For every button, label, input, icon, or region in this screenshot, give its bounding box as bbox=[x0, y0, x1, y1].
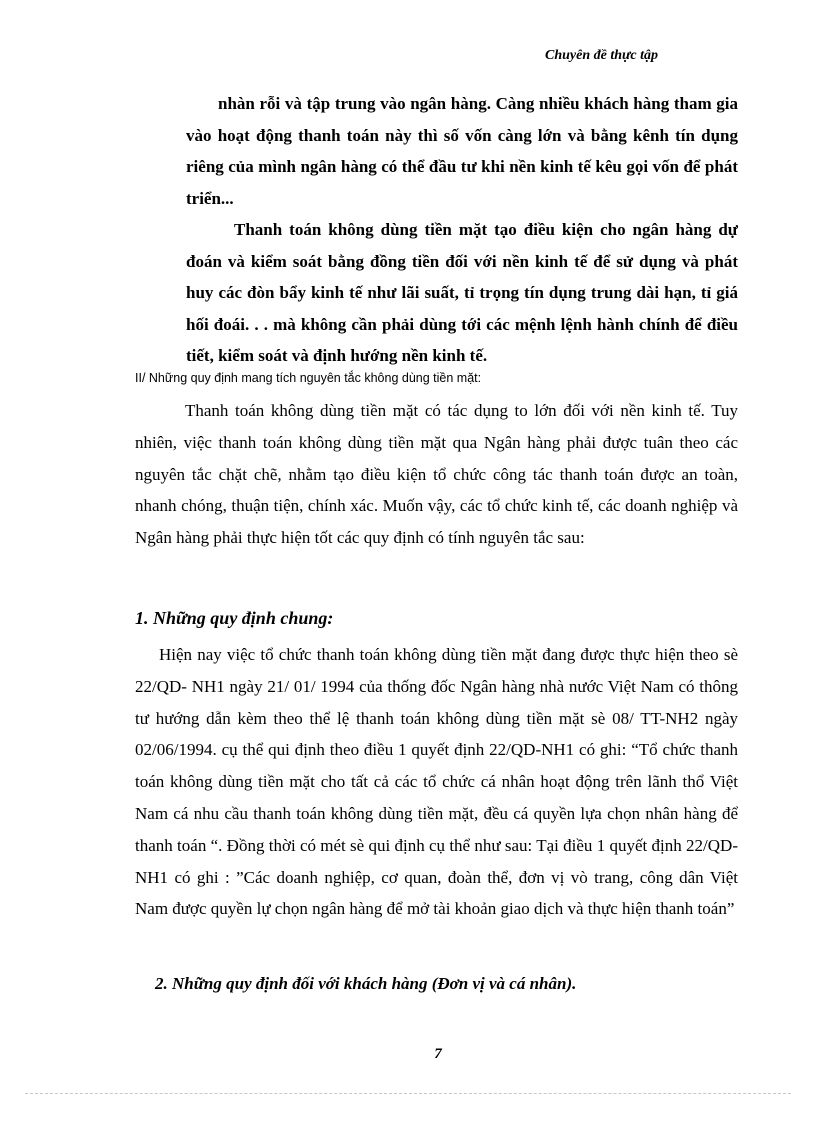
heading-customer-rules: 2. Những quy định đối với khách hàng (Đơn vị và cá nhân). bbox=[155, 974, 577, 993]
running-header: Chuyên đề thực tập bbox=[544, 48, 658, 63]
bold-paragraph-2: Thanh toán không dùng tiền mặt tạo điều kiện cho ngân hàng dự đoán và kiểm soát bằng đồng tiền đối với nền kinh tế để sử dụng và phát huy các đòn bẩy kinh tế như lãi suất, tỉ trọng tín dụng trung dài hạn, tỉ giá hối đoái. . . mà không cần phải dùng tới các mệnh lệnh hành chính để điều tiết, kiểm soát và định hướng nền kinh tế. bbox=[186, 220, 738, 365]
page-number: 7 bbox=[434, 1046, 442, 1062]
bold-paragraph-1: nhàn rỗi và tập trung vào ngân hàng. Càng nhiều khách hàng tham gia vào hoạt động thanh toán này thì số vốn càng lớn và bằng kênh tín dụng riêng của mình ngân hàng có thể đầu tư khi nền kinh tế kêu gọi vốn để phát triển... bbox=[186, 94, 738, 208]
heading-general-rules: 1. Những quy định chung: bbox=[135, 608, 334, 628]
intro-paragraph: Thanh toán không dùng tiền mặt có tác dụng to lớn đối với nền kinh tế. Tuy nhiên, việc thanh toán không dùng tiền mặt qua Ngân hàng phải được tuân theo các nguyên tắc chặt chẽ, nhằm tạo điều kiện tổ chức công tác thanh toán được an toàn, nhanh chóng, thuận tiện, chính xác. Muốn vậy, các tổ chức kinh tế, các doanh nghiệp và Ngân hàng phải thực hiện tốt các quy định có tính nguyên tắc sau: bbox=[135, 401, 738, 548]
general-rules-paragraph: Hiện nay việc tổ chức thanh toán không dùng tiền mặt đang được thực hiện theo sè 22/QD- NH1 ngày 21/ 01/ 1994 của thống đốc Ngân hàng nhà nước Việt Nam có thông tư hướng dẫn kèm theo thể lệ thanh toán không dùng tiền mặt sè 08/ TT-NH2 ngày 02/06/1994. cụ thể qui định theo điều 1 quyết định 22/QD-NH1 có ghi: “Tổ chức thanh toán không dùng tiền mặt cho tất cả các tổ chức cá nhân hoạt động trên lãnh thổ Việt Nam cá nhu cầu thanh toán không dùng tiền mặt, đều cá quyền lựa chọn nhân hàng để thanh toán “. Đồng thời có mét sè qui định cụ thể như sau: Tại điều 1 quyết định 22/QD- NH1 có ghi : ”Các doanh nghiệp, cơ quan, đoàn thể, đơn vị vò trang, công dân Việt Nam được quyền lự chọn ngân hàng để mở tài khoản giao dịch và thực hiện thanh toán” bbox=[135, 645, 738, 919]
section-heading: II/ Những quy định mang tích nguyên tắc không dùng tiền mặt: bbox=[135, 371, 482, 385]
page-bottom-divider bbox=[25, 1093, 791, 1094]
